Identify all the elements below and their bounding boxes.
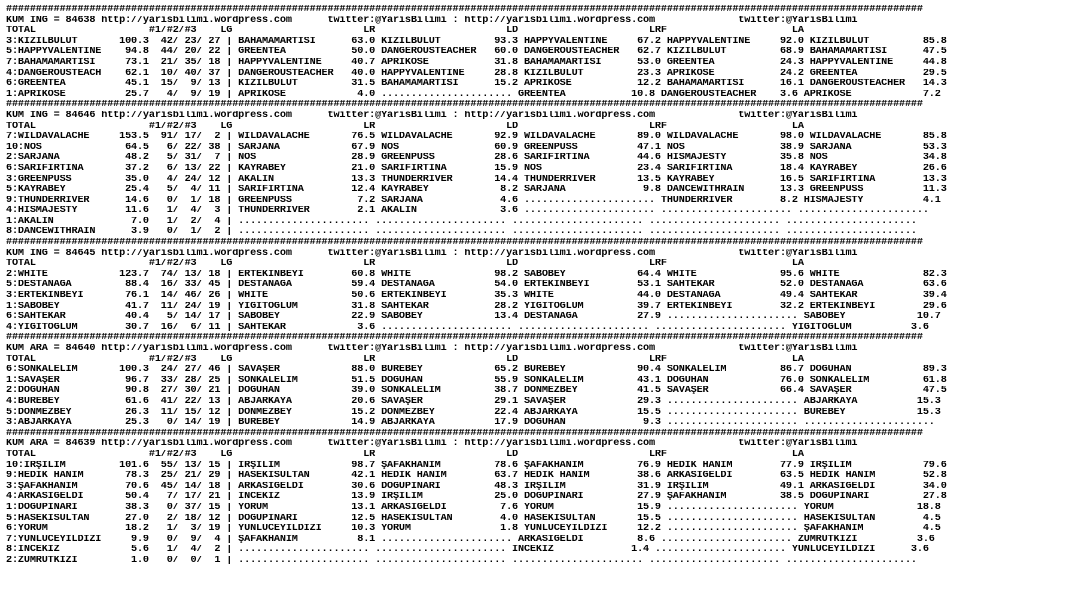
report-line: 2:SARJANA 48.2 5/ 31/ 7 | NOS 28.9 GREENPUSS 28.6 SARIFIRTINA 44.6 HISMAJESTY 35.8 NOS 34.8 [6, 153, 947, 164]
report-line: 1:SABOBEY 41.7 11/ 24/ 19 | YİĞİTOĞLUM 31.8 SAHTEKAR 28.2 YİĞİTOĞLUM 39.7 ERTEKİNBEYİ 32.2 ERTEKİNBEYİ 29.6 [6, 301, 947, 312]
report-line: 10:NOS 64.5 6/ 22/ 38 | SARJANA 67.9 NOS 60.9 GREENPUSS 47.1 NOS 38.9 SARJANA 53.3 [6, 142, 947, 153]
report-line: 1:SAVAŞER 96.7 33/ 28/ 25 | SONKALELİM 51.5 DOĞUHAN 55.9 SONKALELİM 43.1 DOĞUHAN 76.0 SONKALELİM 61.8 [6, 375, 947, 386]
report-line: 3:ERTEKİNBEYİ 76.1 14/ 46/ 26 | WHİTE 50.6 ERTEKİNBEYİ 35.3 WHİTE 44.0 DESTANAGA 49.4 SAHTEKAR 39.4 [6, 291, 947, 302]
column-header-line: TOTAL #1/#2/#3 LG LR LD LRF LA [6, 26, 804, 37]
report-line: 5:DÖNMEZBEY 26.3 11/ 15/ 12 | DÖNMEZBEY 15.2 DÖNMEZBEY 22.4 ABJARKAYA 15.5 ...................... BÜREBEY 15.3 [6, 407, 941, 418]
report-line: 1:AKALIN 7.0 1/ 2/ 4 | ...................... ...................... ...................... ...................... ...................... [6, 216, 917, 227]
report-line: 10:İRŞİLİM 101.6 55/ 13/ 15 | İRŞİLİM 98.7 ŞAFAKHANIM 78.6 ŞAFAKHANIM 76.9 HEDİK HANIM 77.9 İRŞİLİM 79.6 [6, 460, 947, 471]
report-line: 6:YORUM 18.2 1/ 3/ 19 | YÜNLÜCEYILDIZI 10.3 YORUM 1.8 YÜNLÜCEYILDIZI 12.2 ...................... ŞAFAKHANIM 4.5 [6, 524, 941, 535]
report-line: 4:DANGEROUSTEACH 62.1 10/ 40/ 37 | DANGEROUSTEACHER 40.0 HAPPYVALENTINE 28.8 KIZILBULUT 23.3 APRIKOSE 24.2 GREENTEA 29.5 [6, 68, 947, 79]
separator-line: ########################################################################################################################################################## [6, 428, 923, 439]
column-header-line: TOTAL #1/#2/#3 LG LR LD LRF LA [6, 449, 804, 460]
report-line: 2:ZÜMRÜTKIZI 1.0 0/ 0/ 1 | ...................... ...................... ...................... ...................... ...................... [6, 555, 917, 566]
report-line: 2:WHITE 123.7 74/ 13/ 18 | ERTEKİNBEYİ 60.8 WHITE 98.2 SABOBEY 64.4 WHITE 95.6 WHITE 82.3 [6, 269, 947, 280]
report-line: 4:HISMAJESTY 11.6 1/ 4/ 3 | THUNDERRIVER 2.1 AKALIN 3.6 ...................... ...................... ...................... [6, 206, 929, 217]
separator-line: ########################################################################################################################################################## [6, 238, 923, 249]
report-line: 6:SARIFIRTINA 37.2 6/ 13/ 22 | KAYRABEY 21.0 SARIFIRTINA 15.9 NOS 23.4 SARIFIRTINA 18.4 KAYRABEY 26.6 [6, 163, 947, 174]
report-line: 5:KAYRABEY 25.4 5/ 4/ 11 | SARIFIRTINA 12.4 KAYRABEY 8.2 SARJANA 9.8 DANCEWITHRAIN 13.3 GREENPUSS 11.3 [6, 185, 947, 196]
report-line: 5:DESTANAGA 88.4 16/ 33/ 45 | DESTANAGA 59.4 DESTANAGA 54.0 ERTEKİNBEYİ 53.1 SAHTEKAR 52.0 DESTANAGA 63.6 [6, 280, 947, 291]
report-line: 4:YİĞİTOĞLUM 30.7 16/ 6/ 11 | SAHTEKAR 3.6 ...................... ...................... ...................... YİĞİTOĞLUM 3.6 [6, 322, 929, 333]
report-line: 2:DOĞUHAN 90.8 27/ 30/ 21 | DOĞUHAN 39.0 SONKALELİM 38.7 DÖNMEZBEY 41.5 SAVAŞER 66.4 SAVAŞER 47.5 [6, 386, 947, 397]
race-header-line: KUM ING = 84646 http://yarisbilimi.wordpress.com twitter:@YarisBilimi : http://yarisbilimi.wordpress.com twitter:@YarisBilimi [6, 110, 858, 121]
report-line: 3:ABJARKAYA 25.3 0/ 14/ 19 | BÜREBEY 14.9 ABJARKAYA 17.9 DOĞUHAN 9.3 ...................... ...................... [6, 418, 935, 429]
column-header-line: TOTAL #1/#2/#3 LG LR LD LRF LA [6, 354, 804, 365]
report-line: 3:ŞAFAKHANIM 70.6 45/ 14/ 18 | ARKASIGELDİ 30.6 DOĞUPINARI 48.3 İRŞİLİM 31.9 İRŞİLİM 49.1 ARKASIGELDİ 34.0 [6, 481, 947, 492]
report-line: 1:APRIKOSE 25.7 4/ 9/ 19 | APRIKOSE 4.0 ...................... GREENTEA 10.8 DANGEROUSTEACHER 3.6 APRIKOSE 7.2 [6, 89, 941, 100]
race-header-line: KUM ARA = 84640 http://yarisbilimi.wordpress.com twitter:@YarisBilimi : http://yarisbilimi.wordpress.com twitter:@YarisBilimi [6, 344, 858, 354]
report-line: 1:DOĞUPINARI 38.3 0/ 37/ 15 | YORUM 13.1 ARKASIGELDİ 7.6 YORUM 15.9 ...................... YORUM 18.8 [6, 502, 941, 513]
report-line: 8:DANCEWITHRAIN 3.9 0/ 1/ 2 | ...................... ...................... ...................... ...................... ...................... [6, 227, 917, 238]
column-header-line: TOTAL #1/#2/#3 LG LR LD LRF LA [6, 121, 804, 132]
report-line: 6:GREENTEA 45.1 15/ 9/ 13 | KIZILBULUT 31.5 BAHAMAMARTISI 15.2 APRIKOSE 12.2 BAHAMAMARTISI 16.1 DANGEROUSTEACHER 14.3 [6, 79, 947, 90]
report-line: 6:SAHTEKAR 40.4 5/ 14/ 17 | SABOBEY 22.9 SABOBEY 13.4 DESTANAGA 27.9 ...................... SABOBEY 10.7 [6, 312, 941, 323]
report-line: 4:ARKASIGELDİ 50.4 7/ 17/ 21 | İNCEKIZ 13.9 İRŞİLİM 25.0 DOĞUPINARI 27.9 ŞAFAKHANIM 38.5 DOĞUPINARI 27.8 [6, 492, 947, 503]
report-line: 4:BÜREBEY 61.6 41/ 22/ 13 | ABJARKAYA 20.6 SAVAŞER 29.1 SAVAŞER 29.3 ...................... ABJARKAYA 15.3 [6, 396, 941, 407]
race-header-line: KUM ING = 84645 http://yarisbilimi.wordpress.com twitter:@YarisBilimi : http://yarisbilimi.wordpress.com twitter:@YarisBilimi [6, 248, 858, 259]
report-line: 3:GREENPUSS 35.0 4/ 24/ 12 | AKALIN 13.3 THUNDERRIVER 14.4 THUNDERRIVER 13.5 KAYRABEY 16.5 SARIFIRTINA 13.3 [6, 174, 947, 185]
race-report-sheet [6, 5, 1074, 566]
report-line: 8:İNCEKIZ 5.6 1/ 4/ 2 | ...................... ...................... İNCEKIZ 1.4 ...................... YÜNLÜCEYILDIZI 3.6 [6, 545, 929, 556]
column-header-line: TOTAL #1/#2/#3 LG LR LD LRF LA [6, 259, 804, 270]
report-line: 5:HAPPYVALENTINE 94.8 44/ 20/ 22 | GREENTEA 50.0 DANGEROUSTEACHER 60.0 DANGEROUSTEACHER 62.7 KIZILBULUT 68.9 BAHAMAMARTISI 47.5 [6, 47, 947, 58]
report-line: 7:BAHAMAMARTISI 73.1 21/ 35/ 18 | HAPPYVALENTINE 40.7 APRIKOSE 31.8 BAHAMAMARTISI 53.0 GREENTEA 24.3 HAPPYVALENTINE 44.8 [6, 57, 947, 68]
report-line: 7:YÜNLÜCEYILDIZI 9.9 0/ 9/ 4 | ŞAFAKHANIM 8.1 ...................... ARKASIGELDİ 8.6 ...................... ZÜMRÜTKIZI 3.6 [6, 534, 935, 545]
race-header-line: KUM ING = 84638 http://yarisbilimi.wordpress.com twitter:@YarisBilimi : http://yarisbilimi.wordpress.com twitter:@YarisBilimi [6, 15, 858, 26]
report-line: 9:THUNDERRIVER 14.6 0/ 1/ 18 | GREENPUSS 7.2 SARJANA 4.6 ...................... THUNDERRIVER 8.2 HISMAJESTY 4.1 [6, 195, 941, 206]
race-header-line: KUM ARA = 84639 http://yarisbilimi.wordpress.com twitter:@YarisBilimi : http://yarisbilimi.wordpress.com twitter:@YarisBilimi [6, 439, 858, 450]
report-line: 6:SONKALELİM 100.3 24/ 27/ 46 | SAVAŞER 88.0 BÜREBEY 65.2 BÜREBEY 90.4 SONKALELİM 86.7 DOĞUHAN 89.3 [6, 365, 947, 376]
report-line: 3:KIZILBULUT 100.3 42/ 23/ 27 | BAHAMAMARTISI 63.0 KIZILBULUT 93.3 HAPPYVALENTINE 67.2 HAPPYVALENTINE 92.0 KIZILBULUT 85.8 [6, 36, 947, 47]
report-line: 5:HASEKİSULTAN 27.0 2/ 18/ 12 | DOĞUPINARI 12.5 HASEKİSULTAN 4.0 HASEKİSULTAN 15.5 ...................... HASEKİSULTAN 4.5 [6, 513, 941, 524]
separator-line: ########################################################################################################################################################## [6, 5, 923, 15]
report-line: 7:WILDAVALACHE 153.5 91/ 17/ 2 | WILDAVALACHE 76.5 WILDAVALACHE 92.9 WILDAVALACHE 89.0 WILDAVALACHE 98.0 WILDAVALACHE 85.8 [6, 132, 947, 143]
report-line: 9:HEDİK HANIM 78.3 25/ 21/ 29 | HASEKİSULTAN 42.1 HEDİK HANIM 63.7 HEDİK HANIM 38.6 ARKASIGELDİ 63.5 HEDİK HANIM 52.8 [6, 471, 947, 482]
separator-line: ########################################################################################################################################################## [6, 333, 923, 344]
separator-line: ########################################################################################################################################################## [6, 100, 923, 111]
